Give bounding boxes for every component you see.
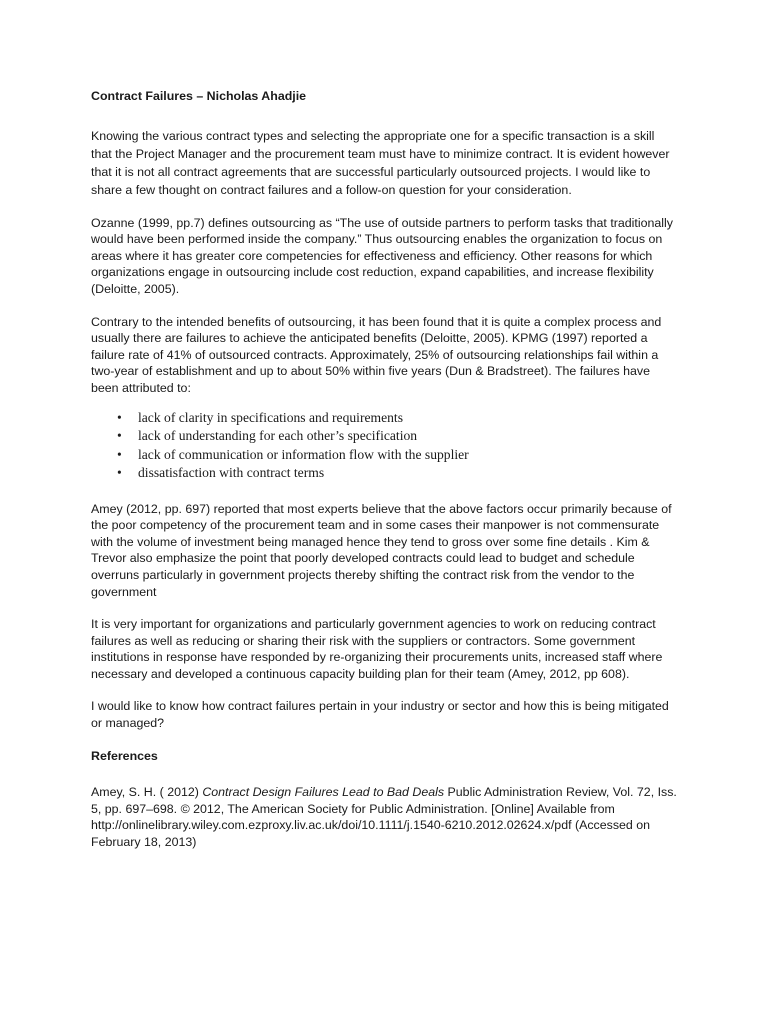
bullet-icon: • (117, 409, 122, 425)
list-item-text: lack of understanding for each other’s specification (138, 428, 418, 444)
reference-title: Contract Design Failures Lead to Bad Deals (202, 785, 445, 800)
list-item (117, 464, 677, 483)
reference-details: Public Administration Review, Vol. 72, Iss. 5, pp. 697–698. © 2012, The American Society for Public Administration. [Online] Available from http://onlinelibrary.wiley.com.ezproxy.liv.ac.uk/doi/10.1111/j.1540-6210.2012.02624.x/pdf (Accessed on February 18, 2013) (91, 785, 677, 850)
list-item (117, 446, 677, 465)
document-body (91, 88, 677, 851)
bullet-icon: • (117, 465, 122, 481)
list-item-text: lack of communication or information flow with the supplier (138, 446, 469, 462)
bullet-icon: • (117, 428, 122, 444)
document-title: Contract Failures – Nicholas Ahadjie (91, 89, 307, 103)
list-item-text: dissatisfaction with contract terms (138, 465, 325, 481)
question-paragraph: I would like to know how contract failures pertain in your industry or sector and how this is being mitigated or managed? (91, 699, 669, 731)
reference-author-year: Amey, S. H. ( 2012) (91, 785, 203, 800)
list-item (117, 409, 677, 428)
reference-entry (91, 784, 677, 850)
list-item-text: lack of clarity in specifications and requirements (138, 409, 403, 425)
expert-opinion-paragraph: Amey (2012, pp. 697) reported that most experts believe that the above factors occur primarily because of the poor competency of the procurement team and in some cases their manpower is not commensurate with the volume of investment being managed hence they tend to gross over some fine details . Kim & Trevor also emphasize the point that poorly developed contracts could lead to budget and schedule overruns particularly in government projects thereby shifting the contract risk from the vendor to the government (91, 501, 672, 599)
outsourcing-definition-paragraph: Ozanne (1999, pp.7) defines outsourcing as “The use of outside partners to perform tasks that traditionally would have been performed inside the company.” Thus outsourcing enables the organization to focus on areas where it has greater core competencies for effectiveness and efficiency. Other reasons for which organizations engage in outsourcing include cost reduction, expand capabilities, and increase flexibility (Deloitte, 2005). (91, 215, 673, 296)
intro-paragraph: Knowing the various contract types and selecting the appropriate one for a specific transaction is a skill that the Project Manager and the procurement team must have to minimize contract. It is evident however that it is not all contract agreements that are successful particularly outsourced projects. I would like to share a few thought on contract failures and a follow-on question for your consideration. (91, 128, 670, 197)
references-heading: References (91, 748, 158, 763)
failure-causes-list (91, 409, 677, 483)
outsourcing-failures-paragraph: Contrary to the intended benefits of outsourcing, it has been found that it is quite a complex process and usually there are failures to achieve the anticipated benefits (Deloitte, 2005). KPMG (1997) reported a failure rate of 41% of outsourced contracts. Approximately, 25% of outsourcing relationships fail within a two-year of establishment and up to about 50% within five years (Dun & Bradstreet). The failures have been attributed to: (91, 314, 662, 395)
list-item (117, 427, 677, 446)
risk-reduction-paragraph: It is very important for organizations and particularly government agencies to work on reducing contract failures as well as reducing or sharing their risk with the suppliers or contractors. Some government institutions in response have responded by re-organizing their procurements units, increased staff where necessary and developed a continuous capacity building plan for their team (Amey, 2012, pp 608). (91, 617, 663, 681)
bullet-icon: • (117, 446, 122, 462)
